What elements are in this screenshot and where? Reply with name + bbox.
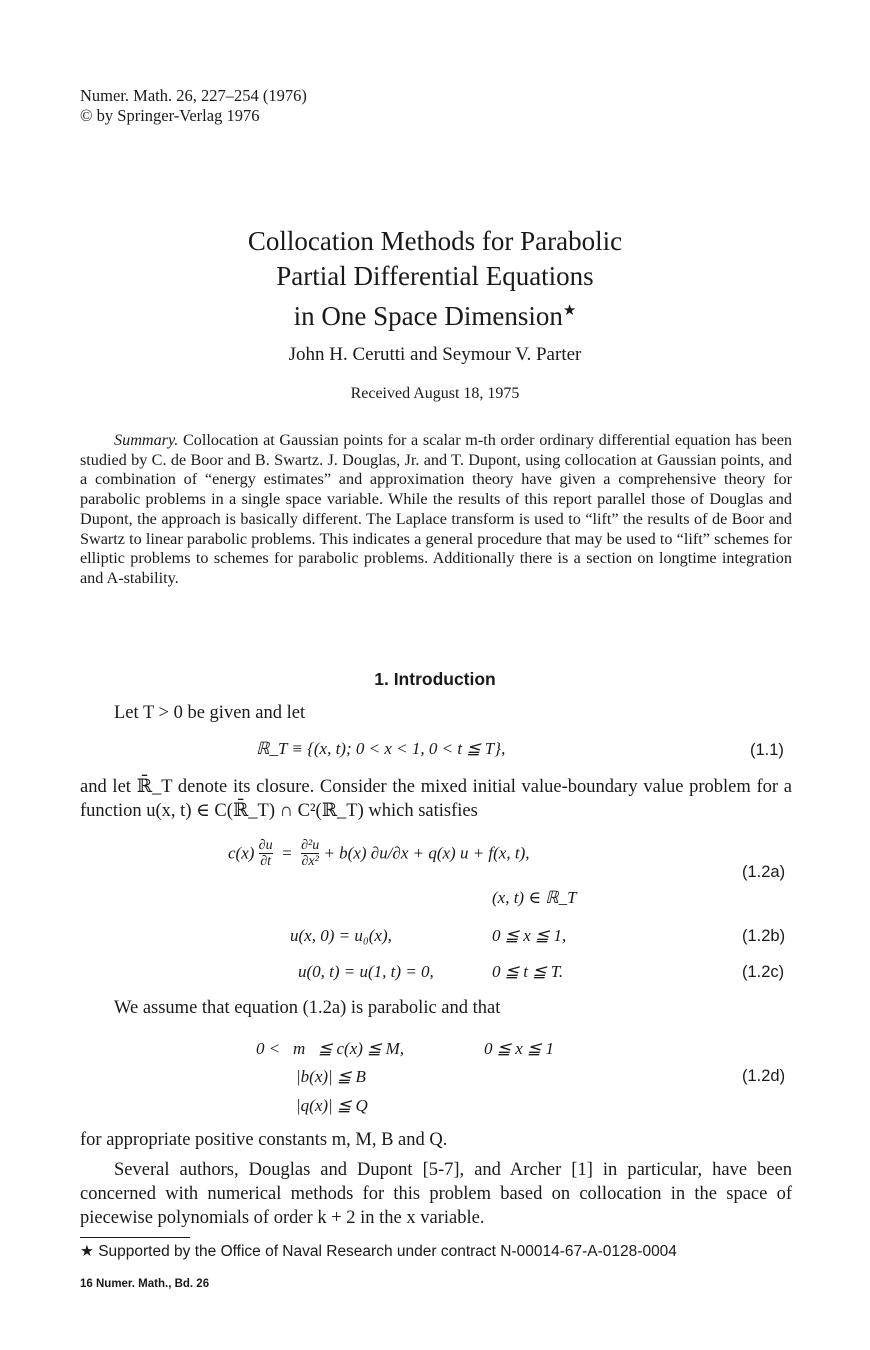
closure-paragraph: and let ℝ̄_T denote its closure. Consider the mixed initial value-boundary value problem for a function u(x, t) ∈ C(ℝ̄_T) ∩ C²(ℝ_T) which satisfies (80, 777, 792, 821)
fraction-du-dt: $\frac{\partial u}{\partial t}$ (258, 838, 273, 869)
equation-label-1-1: (1.1) (750, 741, 784, 759)
authors-paragraph: Several authors, Douglas and Dupont [5-7], and Archer [1] in particular, have been concerned with numerical methods for this problem based on collocation in the space of piecewise polynomials of order k + 2 in the x variable. (80, 1160, 792, 1228)
equation-1-2d-line-1: 0 < m ≦ c(x) ≦ M, (256, 1039, 405, 1058)
equation-1-2d-condition: 0 ≦ x ≦ 1 (484, 1039, 555, 1058)
fraction-d2u-dx2: $\frac{\text{∂²u}}{\text{∂x²}}$ (301, 838, 320, 869)
section-heading: 1. Introduction (374, 669, 496, 689)
received-date: Received August 18, 1975 (350, 385, 520, 402)
equation-1-1: ℝ_T ≡ {(x, t); 0 < x < 1, 0 < t ≦ T}, (256, 739, 506, 758)
authors: John H. Cerutti and Seymour V. Parter (288, 344, 582, 365)
footnote-rule (80, 1237, 190, 1238)
equation-label-1-2d: (1.2d) (742, 1067, 786, 1085)
title-line-3 (0, 294, 870, 334)
equation-label-1-2b: (1.2b) (742, 927, 786, 945)
title-footnote-mark: ★ (562, 303, 577, 319)
equation-1-2c: u(0, t) = u(1, t) = 0, (298, 962, 434, 981)
equation-1-2b-condition: 0 ≦ x ≦ 1, (492, 926, 567, 945)
page-folio: 16 Numer. Math., Bd. 26 (80, 1278, 210, 1290)
summary-lead: Summary. (114, 431, 179, 449)
equation-label-1-2c: (1.2c) (742, 963, 785, 981)
title-line-3-text: in One Space Dimension (293, 301, 563, 331)
equation-1-2c-condition: 0 ≦ t ≦ T. (492, 962, 564, 981)
title-line-1: Collocation Methods for Parabolic (247, 226, 623, 256)
intro-sentence: Let T > 0 be given and let (114, 703, 306, 723)
summary-text: Collocation at Gaussian points for a scalar m-th order ordinary differential equation has been studied by C. de Boor and B. Swartz. J. Douglas, Jr. and T. Dupont, using collocation at Gaussian points, and a combination of “energy estimates” and approximation theory have given a comprehensive theory for parabolic problems in a single space variable. While the results of this report parallel those of Douglas and Dupont, the approach is basically different. The Laplace transform is used to “lift” the results of de Boor and Swartz to linear parabolic problems. This indicates a general procedure that may be used to “lift” schemes for elliptic problems to schemes for parabolic problems. Additionally there is a section on longtime integration and A-stability. (80, 431, 793, 587)
summary-paragraph (80, 431, 792, 589)
equation-1-2b: u(x, 0) = u₀(x), (290, 926, 392, 945)
footnote: ★ Supported by the Office of Naval Research under contract N-00014-67-A-0128-0004 (80, 1243, 677, 1260)
equation-1-2a: c(x) $\frac{\partial u}{\partial t}$ = $\frac{\text{∂²u}}{\text{∂x²}}$ + b(x) ∂u/∂x + q(x) u + f(x, t), (228, 838, 530, 869)
journal-citation: Numer. Math. 26, 227–254 (1976) (80, 86, 307, 105)
assumption-sentence: We assume that equation (1.2a) is parabolic and that (114, 998, 501, 1018)
equation-1-2a-rhs: + b(x) ∂u/∂x + q(x) u + f(x, t), (323, 843, 530, 863)
copyright-line: © by Springer-Verlag 1976 (80, 106, 260, 125)
journal-header (80, 86, 307, 126)
constants-sentence: for appropriate positive constants m, M, B and Q. (80, 1130, 448, 1150)
title-line-2: Partial Differential Equations (276, 261, 594, 291)
equation-1-2d-line-3: |q(x)| ≦ Q (296, 1096, 368, 1115)
paper-title (0, 224, 870, 334)
equation-1-2d-line-2: |b(x)| ≦ B (296, 1067, 366, 1086)
equation-label-1-2a: (1.2a) (742, 863, 786, 881)
equation-1-2a-domain: (x, t) ∈ ℝ_T (492, 888, 577, 907)
